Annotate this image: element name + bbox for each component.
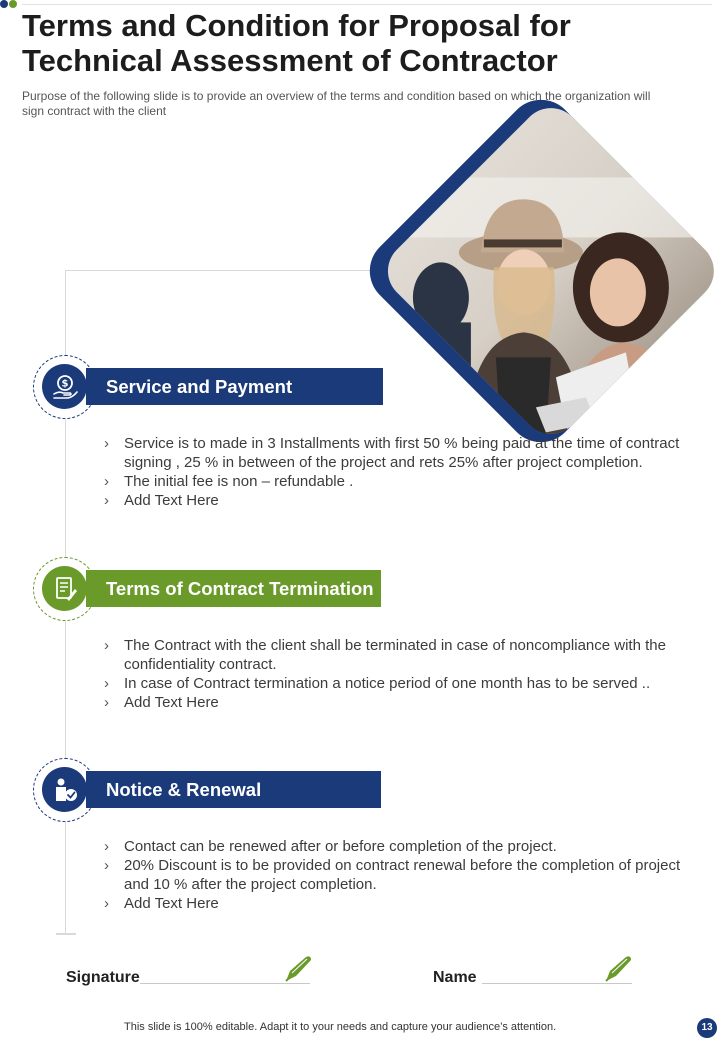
top-divider — [22, 4, 712, 5]
signature-label: Signature — [66, 969, 140, 986]
page-subtitle: Purpose of the following slide is to provide an overview of the terms and condition based on which the organization will sign contract with the client — [22, 89, 651, 118]
page-title: Terms and Condition for Proposal for Technical Assessment of Contractor — [22, 8, 571, 78]
timeline-connector — [65, 270, 395, 271]
section-heading-banner: Service and Payment — [86, 368, 383, 405]
bullet-item: › 20% Discount is to be provided on contract renewal before the completion of project and 10 % after the project completion. — [104, 856, 689, 894]
person-check-icon — [42, 767, 87, 812]
page-number: 13 — [697, 1018, 717, 1038]
dollar-hand-icon — [42, 364, 87, 409]
section-heading-banner: Terms of Contract Termination — [86, 570, 381, 607]
footer-note: This slide is 100% editable. Adapt it to your needs and capture your audience’s attention. — [124, 1021, 557, 1033]
bullet-item: › Contact can be renewed after or before completion of the project. — [104, 837, 689, 856]
contract-document-icon — [42, 566, 87, 611]
bullet-item: › Add Text Here — [104, 894, 689, 913]
section-bullets — [104, 636, 689, 712]
pen-icon — [600, 951, 636, 987]
photo-frame — [356, 86, 720, 457]
timeline-foot — [56, 933, 76, 935]
bullet-item: › The initial fee is non – refundable . — [104, 472, 689, 491]
section-heading-banner: Notice & Renewal — [86, 771, 381, 808]
bullet-item: › Add Text Here — [104, 693, 689, 712]
bullet-item: › The Contract with the client shall be terminated in case of noncompliance with the confidentiality contract. — [104, 636, 689, 674]
green-dot — [9, 0, 17, 8]
team-photo — [376, 96, 720, 447]
svg-text:$: $ — [61, 378, 68, 389]
name-label: Name — [433, 969, 477, 986]
bullet-item: › Add Text Here — [104, 491, 689, 510]
bullet-item: › Service is to made in 3 Installments with first 50 % being paid at the time of contract signing , 25 % in between of the project and rets 25% after project completion. — [104, 434, 689, 472]
section-bullets — [104, 434, 689, 510]
bullet-item: › In case of Contract termination a notice period of one month has to be served .. — [104, 674, 689, 693]
team-photo-illustration — [386, 107, 716, 437]
blue-dot — [0, 0, 8, 8]
section-bullets — [104, 837, 689, 913]
pen-icon — [280, 951, 316, 987]
